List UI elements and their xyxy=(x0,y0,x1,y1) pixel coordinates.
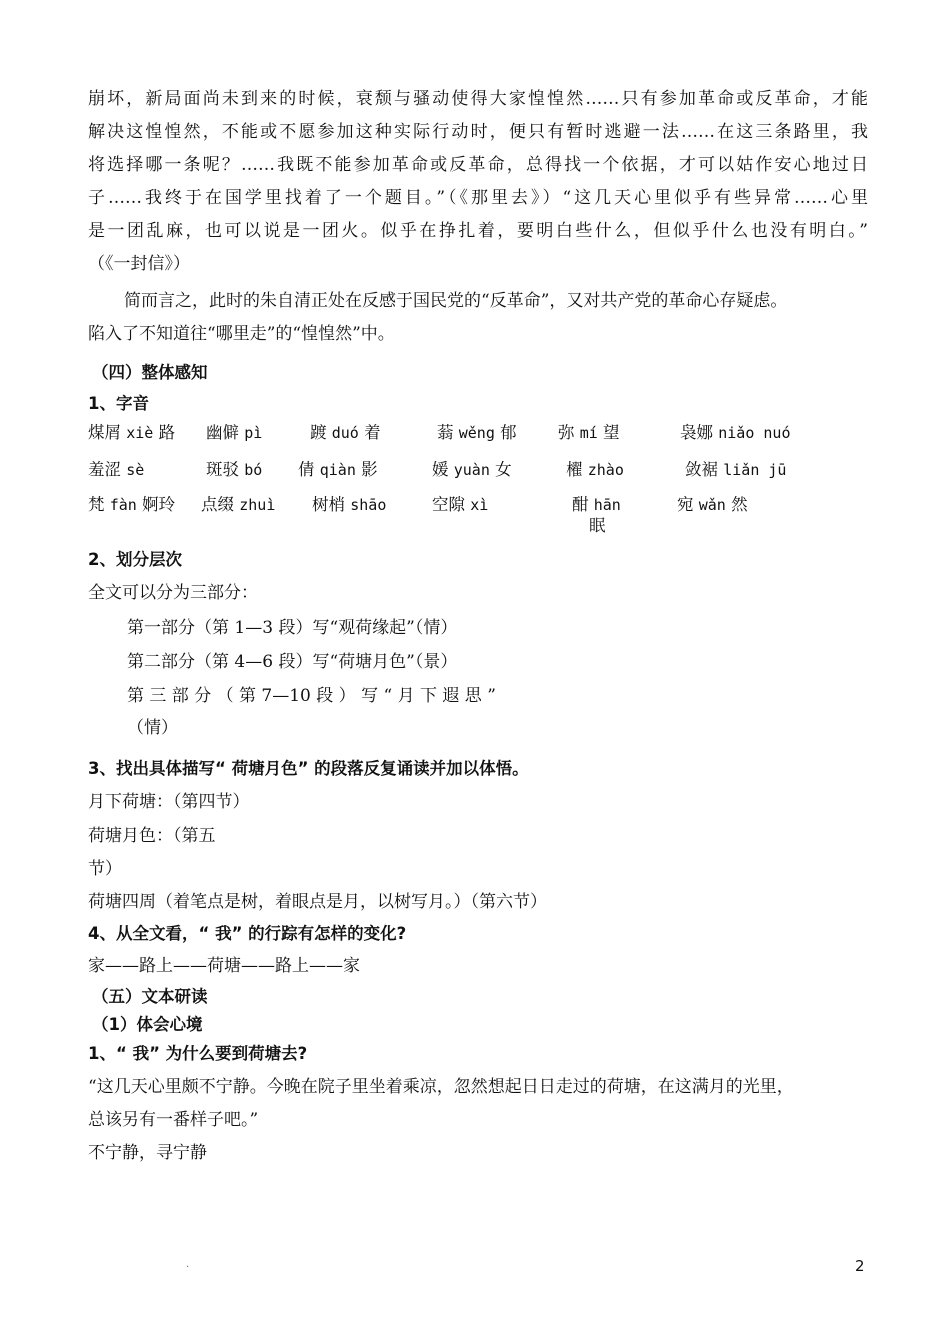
q5-1-answer: 不宁静，寻宁静 xyxy=(88,1143,207,1163)
q3-line-2: 荷塘月色：（第五 xyxy=(88,826,216,846)
ziyin-item: 倩 qiàn 影 xyxy=(298,460,378,479)
q3-line-3: 节） xyxy=(88,859,122,879)
intro-line-4: 子……我终于在国学里找着了一个题目。”（《那里去》）“这几天心里似乎有些异常……心里 xyxy=(88,188,868,208)
ziyin-item: 蓊 wěng 郁 xyxy=(437,423,517,442)
section5-heading: （五）文本研读 xyxy=(92,987,208,1006)
intro-line-3: 将选择哪一条呢？……我既不能参加革命或反革命，总得找一个依据，才可以姑作安心地过日 xyxy=(88,155,868,175)
layers-intro: 全文可以分为三部分： xyxy=(88,583,258,603)
layers-part-3: 第 三 部 分 （ 第 7—10 段 ） 写 “ 月 下 遐 思 ” xyxy=(127,686,496,706)
q5-1-heading: 1、“ 我” 为什么要到荷塘去? xyxy=(88,1044,308,1063)
ziyin-item: 弥 mí 望 xyxy=(558,423,620,442)
intro-line-1: 崩坏，新局面尚未到来的时候，衰颓与骚动使得大家惶惶然……只有参加革命或反革命，才能 xyxy=(88,89,868,109)
ziyin-item: 媛 yuàn 女 xyxy=(432,460,512,479)
q4-answer: 家——路上——荷塘——路上——家 xyxy=(88,956,360,976)
ziyin-item: 梵 fàn 婀玲 xyxy=(88,495,176,514)
ziyin-item: 空隙 xì xyxy=(432,495,489,514)
layers-part-1: 第一部分（第 1—3 段）写“观荷缘起”（情） xyxy=(127,618,458,638)
summary-line-1: 简而言之，此时的朱自清正处在反感于国民党的“反革命”，又对共产党的革命心存疑虑。 xyxy=(124,291,788,311)
ziyin-item: 酣 hān xyxy=(572,495,621,514)
q4-heading: 4、从全文看，“ 我” 的行踪有怎样的变化? xyxy=(88,924,407,943)
q3-heading: 3、找出具体描写“ 荷塘月色” 的段落反复诵读并加以体悟。 xyxy=(88,759,529,778)
section4-heading: （四）整体感知 xyxy=(92,363,208,382)
ziyin-item: 踱 duó 着 xyxy=(310,423,381,442)
intro-line-6: （《一封信》） xyxy=(88,254,190,274)
layers-part-2: 第二部分（第 4—6 段）写“荷塘月色”（景） xyxy=(127,652,458,672)
ziyin-wrap-char: 眠 xyxy=(589,516,606,535)
ziyin-heading: 1、字音 xyxy=(88,394,149,413)
ziyin-item: 羞涩 sè xyxy=(88,460,145,479)
ziyin-item: 幽僻 pì xyxy=(206,423,263,442)
q3-line-1: 月下荷塘：（第四节） xyxy=(88,792,250,812)
intro-line-5: 是一团乱麻，也可以说是一团火。似乎在挣扎着，要明白些什么，但似乎什么也没有明白。” xyxy=(88,221,868,241)
footer-dot: . xyxy=(186,1259,190,1270)
ziyin-item: 树梢 shāo xyxy=(312,495,387,514)
intro-line-2: 解决这惶惶然，不能或不愿参加这种实际行动时，便只有暂时逃避一法……在这三条路里，我 xyxy=(88,122,868,142)
ziyin-item: 点缀 zhuì xyxy=(201,495,276,514)
q3-line-4: 荷塘四周（着笔点是树，着眼点是月，以树写月。）（第六节） xyxy=(88,892,547,912)
page-number: 2 xyxy=(855,1257,865,1275)
q5-1-quote-line-1: “这几天心里颇不宁静。今晚在院子里坐着乘凉，忽然想起日日走过的荷塘，在这满月的光里， xyxy=(88,1077,794,1097)
ziyin-item: 櫂 zhào xyxy=(566,460,624,479)
layers-heading: 2、划分层次 xyxy=(88,550,182,569)
ziyin-item: 袅娜 niǎo nuó xyxy=(680,423,791,442)
layers-part-3-tail: （情） xyxy=(127,718,178,738)
ziyin-item: 敛裾 liǎn jū xyxy=(685,460,787,479)
ziyin-item: 宛 wǎn 然 xyxy=(677,495,748,514)
ziyin-item: 斑驳 bó xyxy=(206,460,263,479)
ziyin-item: 煤屑 xiè 路 xyxy=(88,423,176,442)
q5-1-quote-line-2: 总该另有一番样子吧。” xyxy=(88,1110,259,1130)
summary-line-2: 陷入了不知道往“哪里走”的“惶惶然”中。 xyxy=(88,324,395,344)
section5-sub: （1）体会心境 xyxy=(92,1015,203,1034)
